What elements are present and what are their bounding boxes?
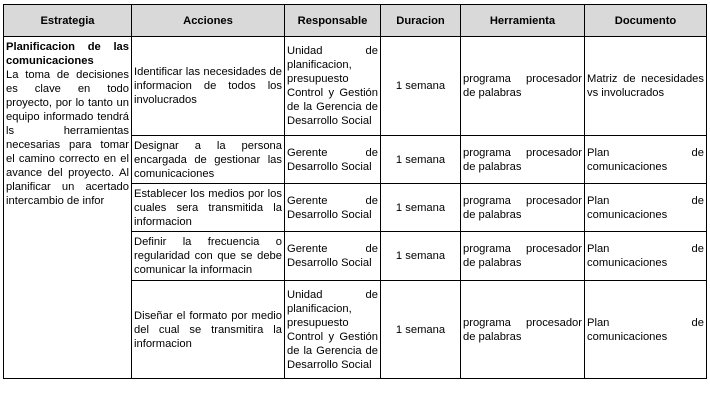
responsable-cell: Gerente de Desarrollo Social — [285, 232, 381, 281]
header-estrategia: Estrategia — [4, 5, 132, 37]
accion-cell: Diseñar el formato por medio del cual se transmitira la informacion — [132, 281, 285, 379]
accion-cell: Designar a la persona encargada de gestionar las comunicaciones — [132, 136, 285, 184]
herramienta-cell: programa procesador de palabras — [461, 184, 585, 232]
header-documento: Documento — [585, 5, 707, 37]
herramienta-cell: programa procesador de palabras — [461, 37, 585, 136]
accion-cell: Definir la frecuencia o regularidad con que se debe comunicar la informacin — [132, 232, 285, 281]
documento-cell: Plan de comunicaciones — [585, 136, 707, 184]
responsable-cell: Unidad de planificacion, presupuesto Control y Gestión de la Gerencia de Desarrollo Social — [285, 37, 381, 136]
strategy-text: La toma de decisiones es clave en todo proyecto, por lo tanto un equipo informado tendrá ls herramientas necesarias para tomar el camino correcto en el avance del proyecto. Al planificar un acertado intercambio de infor — [6, 69, 129, 207]
responsable-cell: Gerente de Desarrollo Social — [285, 136, 381, 184]
documento-cell: Plan de comunicaciones — [585, 184, 707, 232]
duracion-cell: 1 semana — [381, 184, 461, 232]
herramienta-cell: programa procesador de palabras — [461, 281, 585, 379]
accion-cell: Establecer los medios por los cuales sera transmitida la informacion — [132, 184, 285, 232]
communications-plan-table — [3, 4, 707, 379]
strategy-title: Planificacion de las comunicaciones — [6, 41, 129, 67]
accion-cell: Identificar las necesidades de informacion de todos los involucrados — [132, 37, 285, 136]
documento-cell: Plan de comunicaciones — [585, 232, 707, 281]
herramienta-cell: programa procesador de palabras — [461, 136, 585, 184]
header-responsable: Responsable — [285, 5, 381, 37]
responsable-cell: Unidad de planificacion, presupuesto Control y Gestión de la Gerencia de Desarrollo Social — [285, 281, 381, 379]
duracion-cell: 1 semana — [381, 136, 461, 184]
responsable-cell: Gerente de Desarrollo Social — [285, 184, 381, 232]
header-acciones: Acciones — [132, 5, 285, 37]
duracion-cell: 1 semana — [381, 232, 461, 281]
header-row — [4, 5, 707, 37]
table-row — [4, 37, 707, 136]
strategy-cell — [4, 37, 132, 379]
duracion-cell: 1 semana — [381, 37, 461, 136]
herramienta-cell: programa procesador de palabras — [461, 232, 585, 281]
header-herramienta: Herramienta — [461, 5, 585, 37]
documento-cell: Matriz de necesidades vs involucrados — [585, 37, 707, 136]
duracion-cell: 1 semana — [381, 281, 461, 379]
documento-cell: Plan de comunicaciones — [585, 281, 707, 379]
header-duracion: Duracion — [381, 5, 461, 37]
